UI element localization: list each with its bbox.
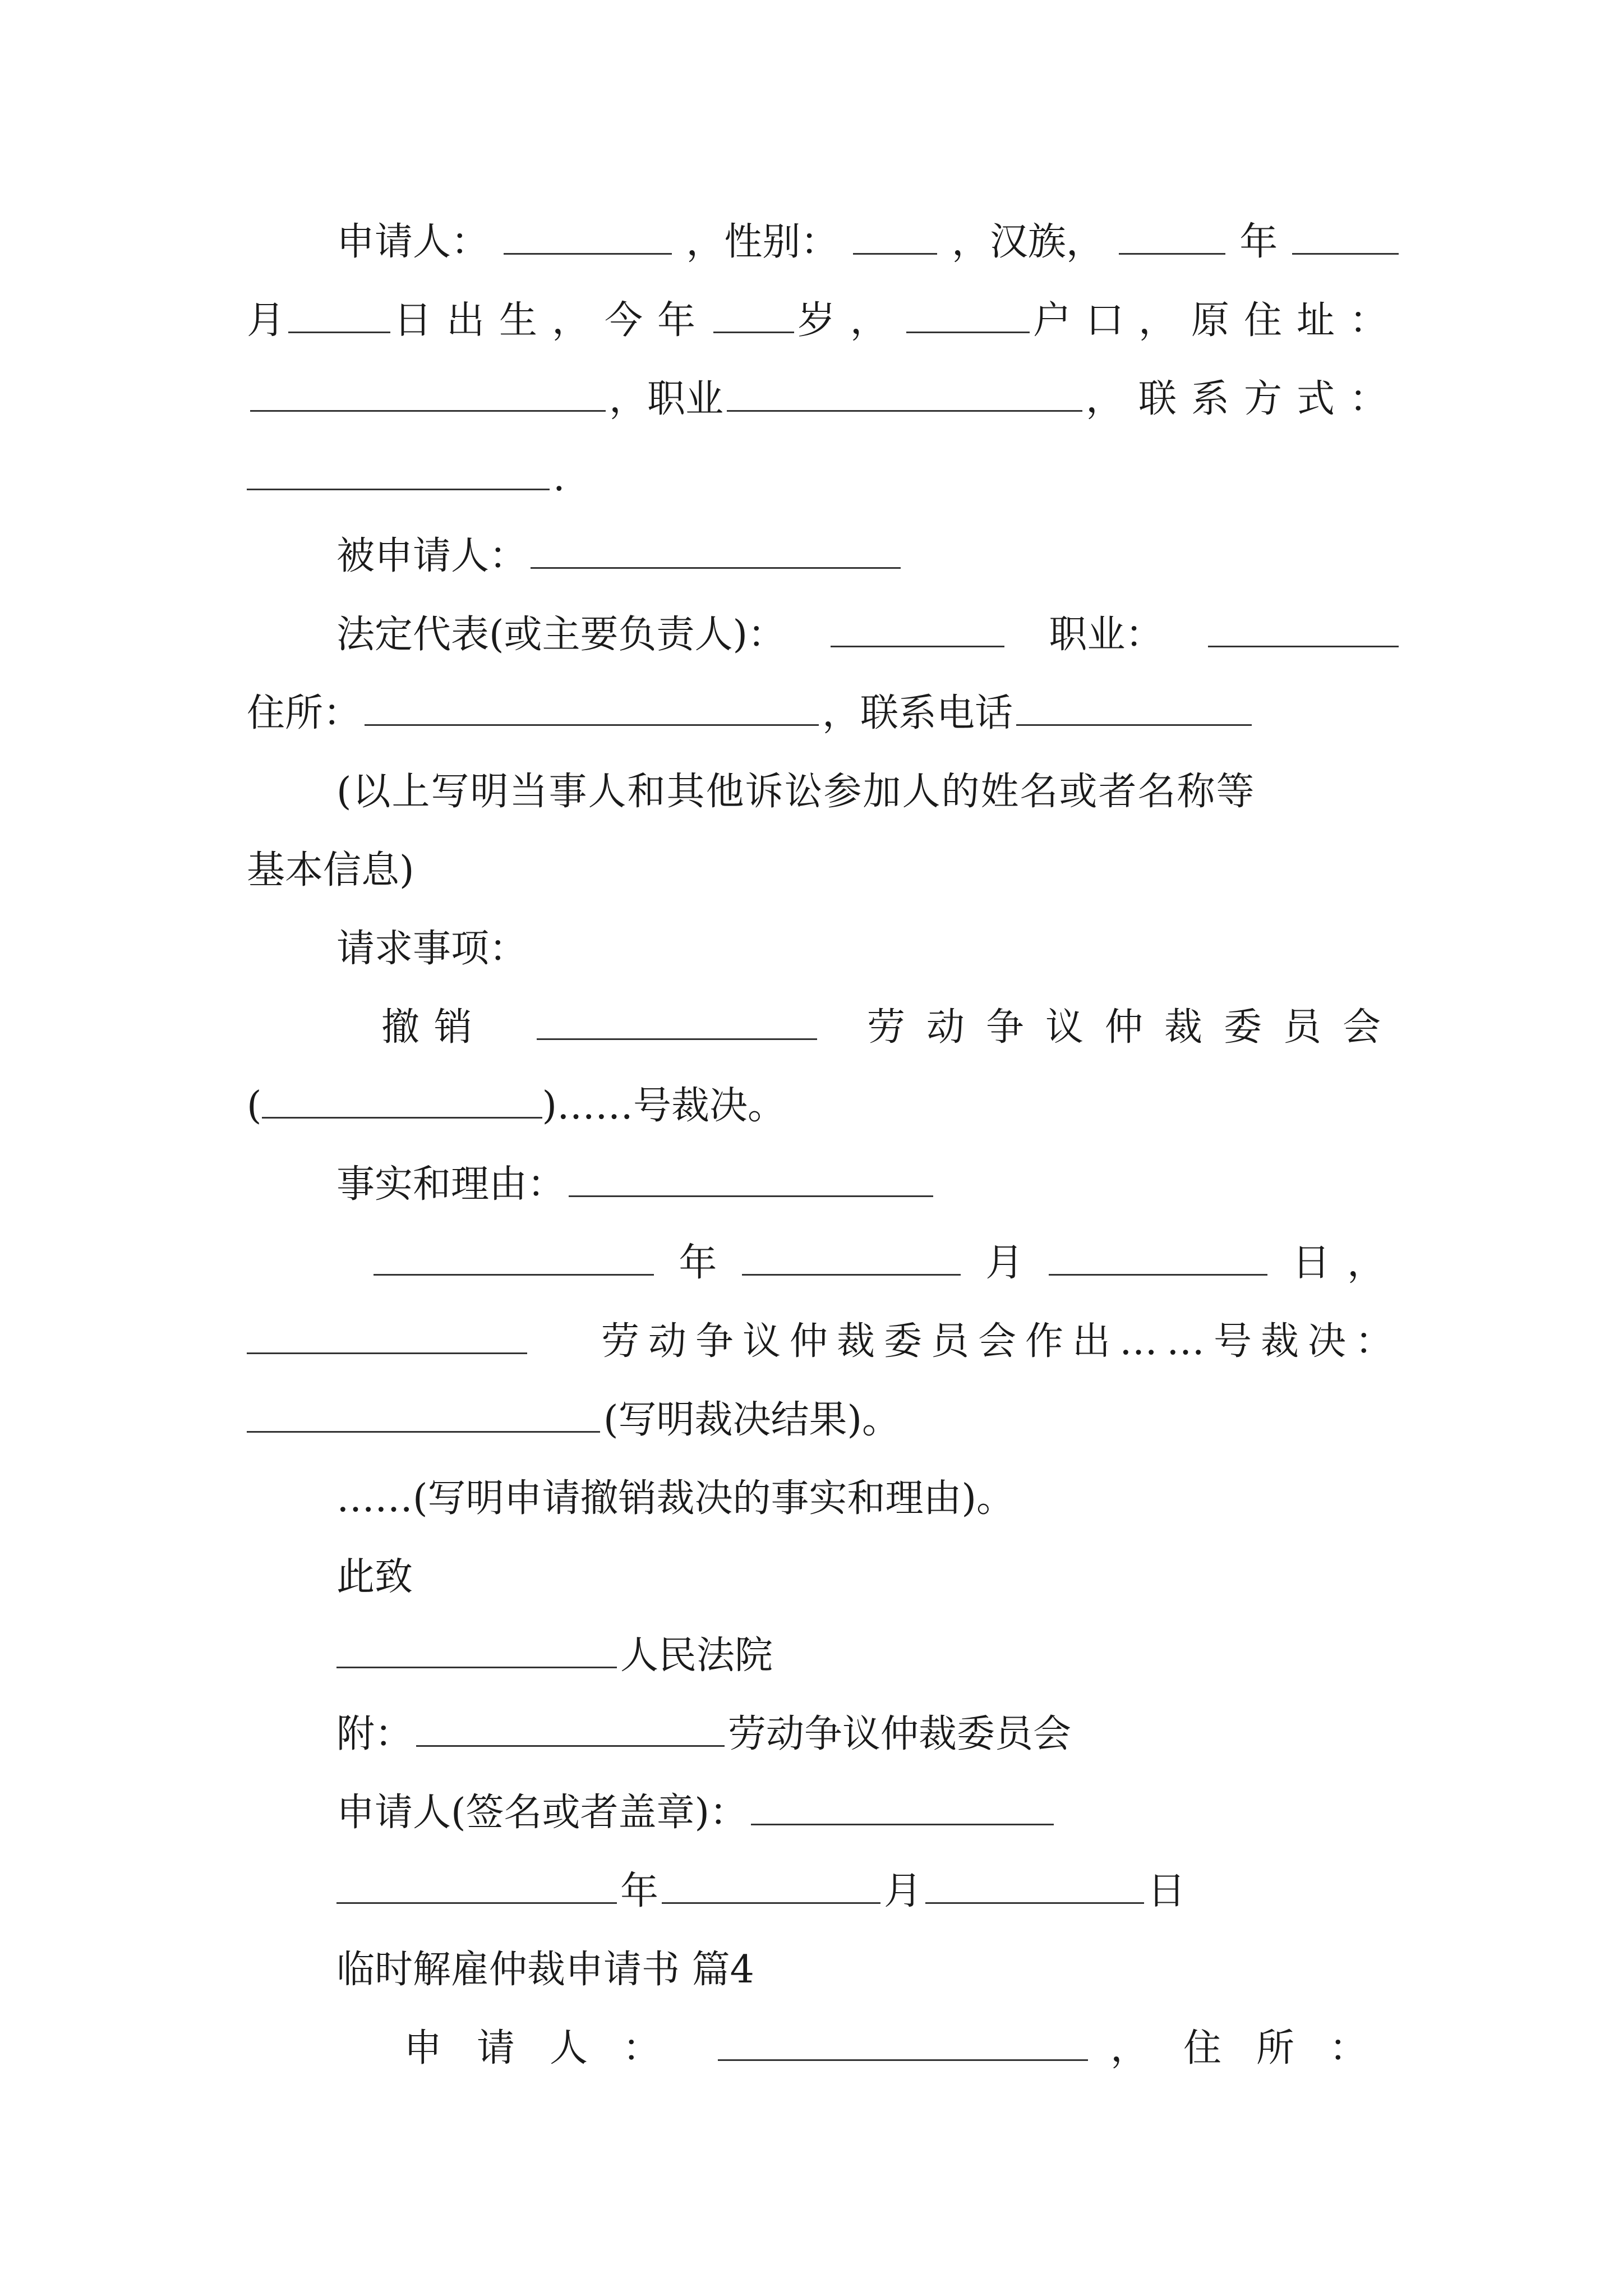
birth-line bbox=[247, 293, 1402, 349]
sign-day-blank[interactable] bbox=[925, 1866, 1144, 1904]
sign-year-blank[interactable] bbox=[336, 1866, 617, 1904]
next-residence-label: ，住所： bbox=[1110, 2026, 1402, 2070]
age-blank[interactable] bbox=[713, 296, 794, 333]
attachment-line bbox=[336, 1706, 1071, 1763]
ruling-month-label: 月 bbox=[985, 1241, 1024, 1285]
revoke-reason-line: ……(写明申请撤销裁决的事实和理由)。 bbox=[336, 1476, 1015, 1521]
gender-blank[interactable] bbox=[853, 217, 937, 255]
applicant-label: 申请人： bbox=[336, 220, 490, 264]
ruling-result-line bbox=[247, 1392, 900, 1448]
address-line bbox=[247, 371, 1402, 427]
ruling-day-label: 日， bbox=[1292, 1241, 1402, 1285]
address-blank[interactable] bbox=[250, 374, 606, 412]
year-label: 年 bbox=[1239, 220, 1278, 264]
ruling-number-label: )……号裁决。 bbox=[542, 1084, 786, 1128]
court-line bbox=[336, 1628, 773, 1684]
respondent-line bbox=[336, 528, 904, 585]
revoke-label: 撤销 bbox=[381, 1005, 487, 1050]
ruling-day-blank[interactable] bbox=[1049, 1238, 1267, 1276]
signature-blank[interactable] bbox=[751, 1788, 1054, 1825]
attachment-commission-label: 劳动争议仲裁委员会 bbox=[728, 1712, 1072, 1756]
ethnicity-label: ，汉族， bbox=[951, 220, 1104, 264]
court-label: 人民法院 bbox=[620, 1634, 773, 1678]
occupation-blank[interactable] bbox=[727, 374, 1082, 412]
ruling-result-label: (写明裁决结果)。 bbox=[603, 1398, 901, 1442]
birth-day-blank[interactable] bbox=[288, 296, 390, 333]
sign-month-label: 月 bbox=[884, 1869, 923, 1913]
applicant-line bbox=[336, 214, 1402, 270]
legal-rep-line bbox=[336, 607, 1402, 663]
month-label: 月 bbox=[247, 298, 285, 343]
arbitration-commission-blank[interactable] bbox=[537, 1002, 817, 1040]
salutation: 此致 bbox=[336, 1555, 413, 1599]
legal-rep-label: 法定代表(或主要负责人)： bbox=[336, 613, 786, 657]
commission-label: 劳动争议仲裁委员会 bbox=[866, 1005, 1402, 1050]
contact-line bbox=[247, 450, 565, 506]
respondent-label: 被申请人： bbox=[336, 534, 528, 578]
ruling-result-blank[interactable] bbox=[247, 1395, 600, 1433]
ruling-open-paren: ( bbox=[247, 1084, 262, 1128]
ruling-number-blank[interactable] bbox=[262, 1081, 542, 1119]
occupation-label: ，职业 bbox=[608, 377, 723, 421]
facts-label: 事实和理由： bbox=[336, 1162, 566, 1207]
applicant-name-blank[interactable] bbox=[504, 217, 672, 255]
signature-line bbox=[336, 1785, 1057, 1841]
ruling-month-blank[interactable] bbox=[742, 1238, 961, 1276]
attachment-blank[interactable] bbox=[416, 1709, 725, 1747]
sign-year-label: 年 bbox=[620, 1869, 659, 1913]
facts-blank[interactable] bbox=[569, 1159, 933, 1197]
age-label: 岁， bbox=[797, 298, 903, 343]
next-applicant-label: 申请人： bbox=[404, 2026, 696, 2070]
info-note-line-2: 基本信息) bbox=[247, 848, 414, 892]
ruling-date-line bbox=[370, 1235, 1402, 1291]
rep-occupation-blank[interactable] bbox=[1208, 610, 1399, 647]
birth-label: 日出生，今年 bbox=[394, 298, 711, 343]
contact-end: . bbox=[553, 455, 565, 500]
contact-label: ，联系方式： bbox=[1085, 377, 1402, 421]
ruling-year-blank[interactable] bbox=[374, 1238, 654, 1276]
phone-blank[interactable] bbox=[1016, 688, 1252, 726]
section-heading: 临时解雇仲裁申请书 篇4 bbox=[336, 1948, 754, 1992]
ruling-year-label: 年 bbox=[679, 1241, 717, 1285]
ruling-made-label: 劳动争议仲裁委员会作出……号裁决： bbox=[601, 1319, 1402, 1364]
residence-blank[interactable] bbox=[365, 688, 819, 726]
revoke-line bbox=[381, 1000, 1402, 1056]
birth-month-blank-start[interactable] bbox=[1292, 217, 1399, 255]
legal-rep-blank[interactable] bbox=[831, 610, 1004, 647]
sign-day-label: 日 bbox=[1147, 1869, 1186, 1913]
attachment-label: 附： bbox=[336, 1712, 413, 1756]
sign-month-blank[interactable] bbox=[662, 1866, 880, 1904]
birth-year-blank[interactable] bbox=[1119, 217, 1225, 255]
facts-line bbox=[336, 1157, 937, 1213]
court-name-blank[interactable] bbox=[336, 1631, 617, 1668]
respondent-blank[interactable] bbox=[531, 531, 901, 569]
household-label: 户口，原住址： bbox=[1033, 298, 1403, 343]
contact-blank[interactable] bbox=[247, 453, 550, 490]
gender-label: ，性别： bbox=[686, 220, 839, 264]
residence-line bbox=[247, 685, 1255, 742]
ruling-number-line bbox=[247, 1078, 786, 1134]
phone-label: ，联系电话 bbox=[822, 691, 1013, 735]
sign-date-line bbox=[336, 1864, 1186, 1920]
next-applicant-blank[interactable] bbox=[718, 2023, 1088, 2061]
rep-occupation-label: 职业： bbox=[1049, 613, 1164, 657]
commission-name-blank[interactable] bbox=[247, 1317, 527, 1354]
info-note-line-1: (以上写明当事人和其他诉讼参加人的姓名或者名称等 bbox=[336, 770, 1256, 814]
claims-heading: 请求事项： bbox=[336, 927, 528, 971]
signature-label: 申请人(签名或者盖章)： bbox=[336, 1791, 748, 1835]
household-blank[interactable] bbox=[906, 296, 1030, 333]
next-applicant-line bbox=[404, 2021, 1402, 2077]
ruling-made-line bbox=[247, 1314, 1402, 1370]
residence-label: 住所： bbox=[247, 691, 362, 735]
